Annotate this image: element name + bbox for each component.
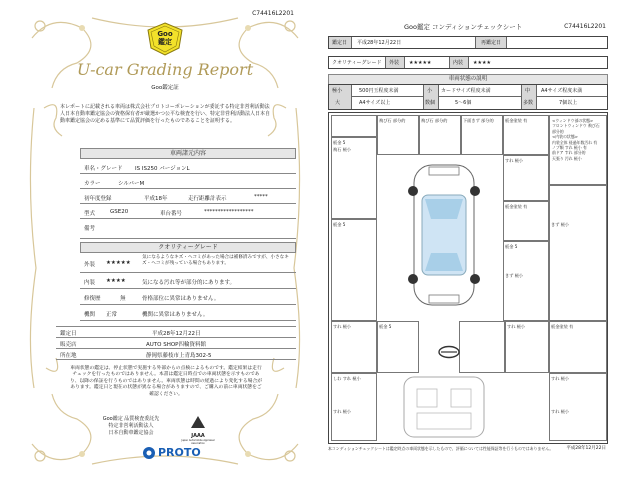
vehicle-chassis-value: ****************** [204,209,254,215]
check-sheet-footer-date: 平成28年12月22日 [566,446,606,451]
vehicle-name-label: 車名・グレード [84,166,123,172]
vehicle-notes-label: 備考 [84,226,96,232]
quality-exterior-stars: ★★★★★ [106,260,131,266]
quality-exterior-label: 外装 [84,262,96,268]
quality-interior-row [80,274,296,289]
jaaa-logo [178,414,218,445]
diagram-label-l1: 板金 5 [333,140,346,145]
legend-small-label: 極小 [332,88,343,94]
vehicle-model-row [80,205,296,219]
diagram-label-tr2: すれ 極小 [505,158,524,163]
appraisal-address-value: 静岡県藤枝市上青島302-5 [146,353,212,359]
diagram-label-r1: 板金 5 [505,244,518,249]
appraisal-date-label: 鑑定日 [60,331,77,337]
legend-mid-label: 中 [525,88,531,94]
note-line-2: <内装の状態> [552,134,578,140]
note-line-3: 内装全体 経過年数汚れ 有 [552,139,598,145]
quality-mech-note: 機関に異常はありません。 [142,312,209,318]
diagram-label-b4: しわ すれ 極小 [333,376,361,381]
notes-block [552,118,604,161]
quality-mech-value: 正常 [106,312,118,318]
jaaa-sub: Japan Automobile Appraisal Association [181,439,215,445]
interior-label: 内装 [453,60,464,66]
vehicle-color-label: カラー [84,181,101,187]
ref-code: C74416L2201 [252,10,294,17]
diagram-label-b1: すれ 極小 [333,324,352,329]
note-line-6: 天張り 汚れ 極小 [552,155,582,161]
goo-badge [146,22,184,56]
diagram-label-tr1: 板金塗装 有 [505,118,528,123]
vehicle-mileage-value: ***** [254,194,268,200]
condition-check-sheet [324,24,610,466]
legend-count-label: 数個 [425,100,436,106]
legend-little-value: カードサイズ程度未満 [441,88,491,94]
interior-stars: ★★★★ [473,60,491,66]
appraisal-date-row [56,327,296,338]
check-sheet-footer: 本コンディションチェックシートは鑑定時点の車両状態を示したもので、評価については性能保証等を行うものではありません。 [328,446,554,451]
quality-interior-note: 気になる汚れ等が部分的にあります。 [142,280,236,286]
jaaa-emblem-icon [190,415,206,429]
quality-repair-row [80,290,296,305]
diagram-label-tl3: 下面きず 部分的 [463,118,494,123]
quality-exterior-row [80,254,296,273]
check-sheet-title: Goo鑑定 コンディションチェックシート [404,23,523,31]
proto-text: PROTO [158,446,201,459]
quality-label: クオリティーグレード [332,60,382,66]
appraisal-address-row [56,349,296,360]
quality-row [328,56,608,69]
jaaa-text: JAAA [191,433,205,439]
legend-little-label: 小 [427,88,433,94]
quality-interior-label: 内装 [84,280,96,286]
proto-mark-icon [142,446,156,460]
quality-repair-value: 無 [120,296,126,302]
exterior-stars: ★★★★★ [409,60,432,66]
steering-wheel-icon [437,345,461,359]
diagram-label-l2: 飛石 極小 [333,147,352,152]
quality-mech-row [80,306,296,321]
state-legend [328,84,608,110]
vehicle-chassis-label: 車台番号 [160,211,183,217]
diagram-label-b5: すれ 極小 [333,409,352,414]
reappraisal-label: 再鑑定日 [481,40,502,46]
check-sheet-ref: C74416L2201 [564,23,606,30]
appraisal-shop-value: AUTO SHOP四輪資料館 [146,342,206,348]
diagram-label-b7: すれ 極小 [551,409,570,414]
appraisal-table [56,326,296,361]
diagram-label-tl2: 飛び石 部分的 [421,118,448,123]
vehicle-section-header: 車両諸元内容 [80,148,296,159]
vehicle-reg-row [80,190,296,204]
legend-small-value: 500円玉程度未満 [359,88,399,94]
report-title: U-car Grading Report [76,60,254,79]
legend-count-value: 5〜6個 [455,100,472,106]
car-interior-icon [399,375,489,439]
quality-interior-stars: ★★★★ [106,278,126,284]
state-title: 車両状態の説明 [328,74,608,85]
vehicle-color-row [80,175,296,189]
quality-repair-label: 修復歴 [84,296,101,302]
date-label: 鑑定日 [332,40,348,46]
proto-logo [142,446,202,460]
diagram-label-b6: すれ 極小 [551,376,570,381]
vehicle-reg-label: 初年度登録 [84,196,112,202]
legend-many-value: 7個以上 [559,100,578,106]
report-subtitle: Goo鑑定証 [151,85,179,91]
vehicle-color-value: シルバーM [118,181,145,187]
diagram-label-tl1: 飛び石 部分的 [379,118,406,123]
quality-section-header: クオリティーグレード [80,242,296,253]
quality-repair-note: 骨格部位に異常はありません。 [142,296,220,302]
appraisal-shop-row [56,338,296,349]
org-block [86,416,176,437]
vehicle-reg-value: 平成18年 [144,196,168,202]
goo-badge-text: Goo 鑑定 [157,30,173,46]
vehicle-model-value: GSE20 [110,209,129,215]
window-note-title: <ウィンドウ部の状態> [552,118,594,123]
legend-large-value: A4サイズ以上 [359,100,391,106]
vehicle-notes-row [80,220,296,239]
appraisal-address-label: 所在地 [60,353,77,359]
legend-large-label: 大 [335,100,341,106]
diagram-label-r4: 板金塗装 有 [551,324,574,329]
intro-text: 本レポートに記載される車両は株式会社プロトコーポレーションが委託する特定非営利活動法人日本自動車鑑定協会の資格保有者が厳選かつ公平な検査を行い、特定非営利活動法人日本自動車鑑定協会の定める基準にて品質評価を行ったものであることを証明する。 [60,104,271,124]
vehicle-name-row [80,160,296,174]
diagram-label-b2: 板金 5 [379,324,392,329]
vehicle-model-label: 型式 [84,211,96,217]
quality-exterior-note: 気になるようなキズ・ヘコミがあった場合は補修済みですが、小さなキズ・ヘコミが残っている場合もあります。 [142,255,289,266]
org-line-3: 日本自動車鑑定協会 [108,430,154,436]
exterior-label: 外装 [389,60,400,66]
appraisal-date-value: 平成28年12月22日 [152,331,201,337]
damage-diagram [328,112,608,444]
org-line-2: 特定非営利活動法人 [108,423,154,429]
quality-mech-label: 機関 [84,312,96,318]
diagram-label-l3: 板金 5 [333,222,346,227]
grading-report-sheet [22,8,308,474]
diagram-label-r2: きず 極小 [505,273,524,278]
note-line-0: フロントウィンドウ 飛び石 部分的 [552,123,600,134]
appraisal-shop-label: 販売店 [60,342,77,348]
date-value: 平成28年12月22日 [357,40,402,46]
note-line-4: ノブ類 すれ 極小 有 [552,145,587,151]
diagram-label-tr3: 板金塗装 有 [505,204,528,209]
diagram-label-b3: すれ 極小 [507,324,526,329]
footer-note: 車両状態の鑑定は、停止状態で実施する外部からの点検によるものです。鑑定結果は走行チェックを行ったものではありません。本書は鑑定日時点での車両状態を示すものであり、以降の保証を行うものではありません。車両状態は時間の経過により変化する場合があります。鑑定日と現在の状態が異なる場合がありますので、ご購入の前に車両状態をご確認ください。 [69,366,263,397]
date-row [328,36,608,49]
vehicle-name-value: IS IS250 バージョンL [135,166,190,172]
legend-many-label: 多数 [523,100,534,106]
legend-mid-value: A4サイズ程度未満 [541,88,583,94]
diagram-label-r3: きず 極小 [551,222,570,227]
note-line-5: 前ドア すれ 部分的 [552,150,586,156]
car-topview-icon [389,155,499,315]
vehicle-mileage-label: 走行距離計表示 [188,196,227,202]
org-line-1: Goo鑑定 品質検査委託先 [102,416,160,422]
